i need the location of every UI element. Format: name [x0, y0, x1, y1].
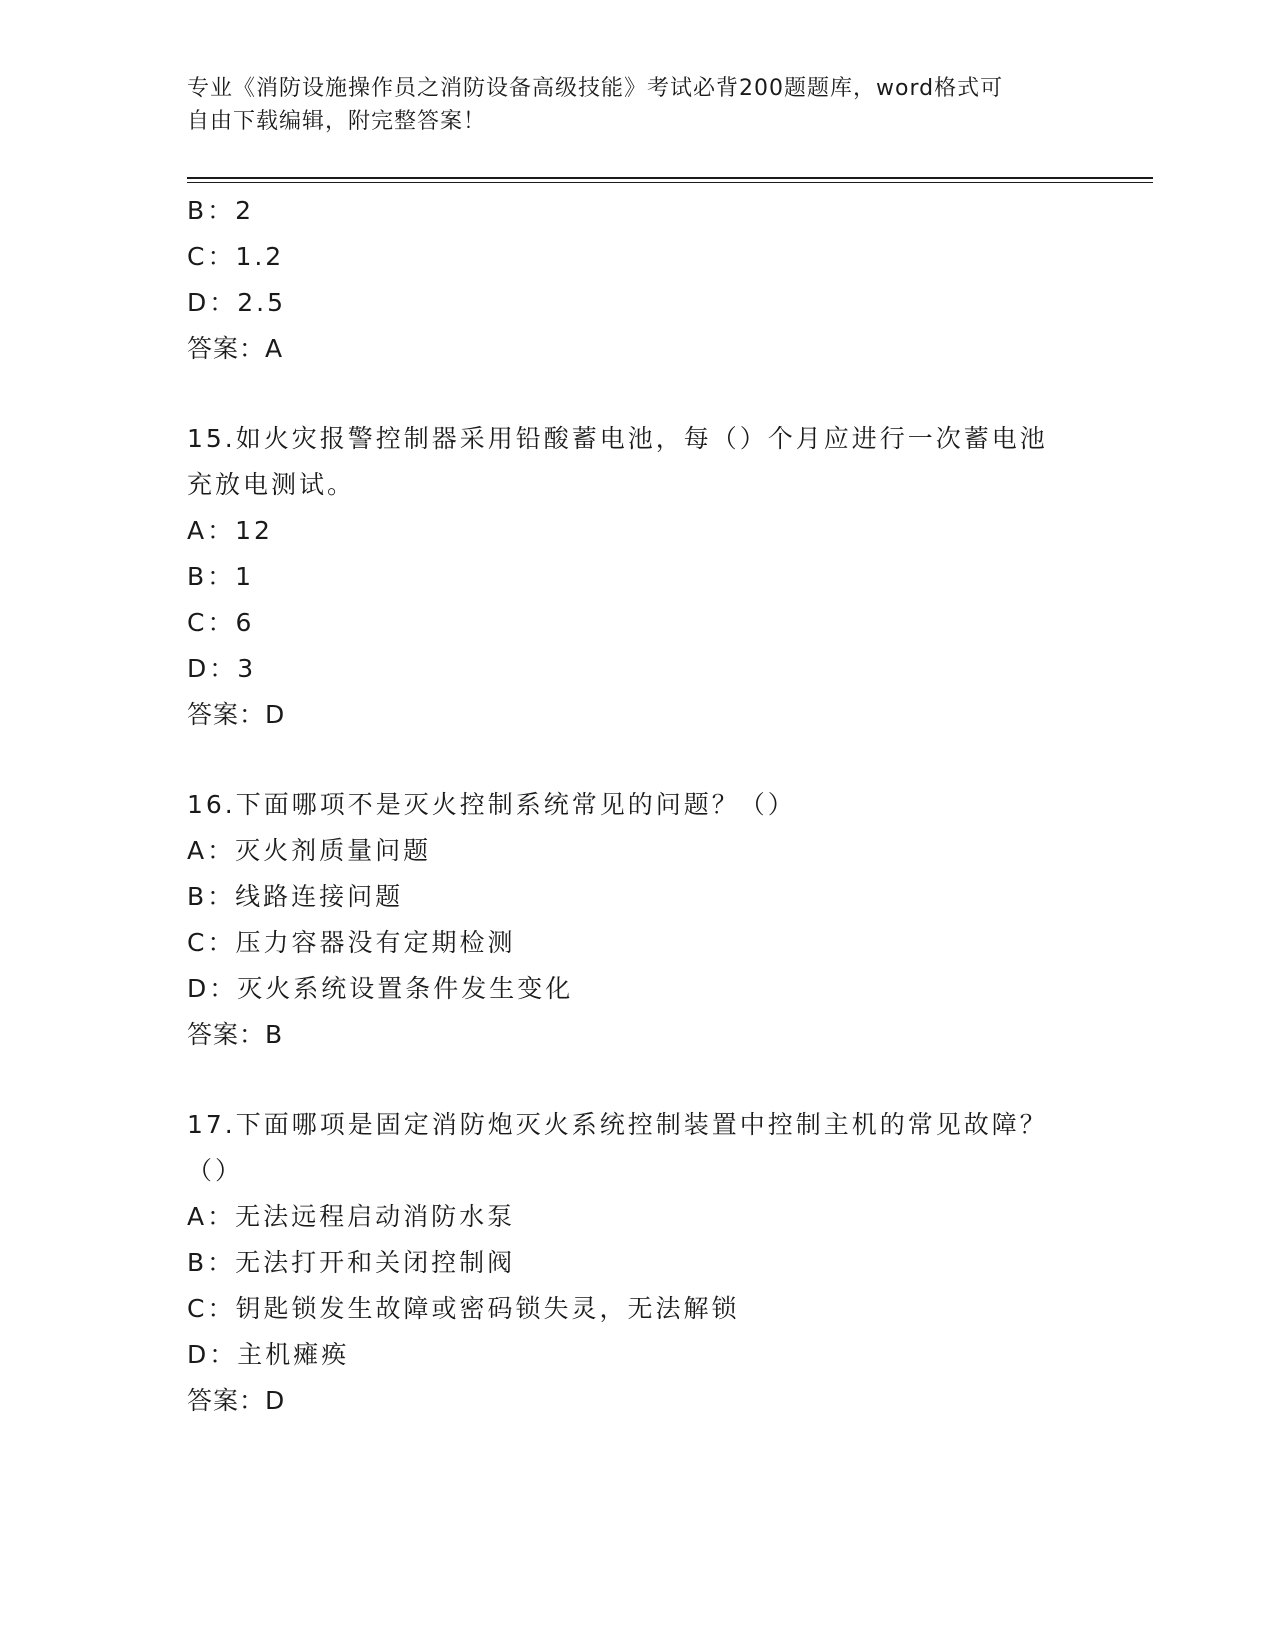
option-b: B：2	[187, 196, 255, 225]
page-header	[187, 72, 1087, 138]
option-c: C：6	[187, 608, 255, 637]
answer-line: 答案：D	[187, 1386, 286, 1415]
header-divider	[187, 177, 1153, 179]
option-c: C：钥匙锁发生故障或密码锁失灵，无法解锁	[187, 1294, 740, 1323]
question-text: 17.下面哪项是固定消防炮灭火系统控制装置中控制主机的常见故障？	[187, 1110, 1048, 1139]
question-15	[187, 416, 1087, 738]
option-c: C：压力容器没有定期检测	[187, 928, 516, 957]
question-17	[187, 1102, 1087, 1424]
option-a: A：12	[187, 516, 273, 545]
header-line-2: 自由下载编辑，附完整答案！	[187, 109, 487, 134]
option-a: A：灭火剂质量问题	[187, 836, 432, 865]
header-line-1: 专业《消防设施操作员之消防设备高级技能》考试必背200题题库，word格式可	[187, 76, 1004, 101]
question-16	[187, 782, 1087, 1058]
option-c: C：1.2	[187, 242, 285, 271]
option-b: B：1	[187, 562, 255, 591]
option-b: B：线路连接问题	[187, 882, 404, 911]
header-divider-thin	[187, 182, 1153, 183]
answer-line: 答案：B	[187, 1020, 284, 1049]
option-d: D：主机瘫痪	[187, 1340, 350, 1369]
option-b: B：无法打开和关闭控制阀	[187, 1248, 516, 1277]
option-d: D：2.5	[187, 288, 287, 317]
option-d: D：3	[187, 654, 257, 683]
option-a: A：无法远程启动消防水泵	[187, 1202, 516, 1231]
question-text: 15.如火灾报警控制器采用铅酸蓄电池，每（）个月应进行一次蓄电池	[187, 424, 1048, 453]
question-content	[187, 188, 1087, 1424]
answer-line: 答案：A	[187, 334, 284, 363]
question-text-continued: （）	[187, 1156, 244, 1185]
question-text-continued: 充放电测试。	[187, 470, 356, 499]
question-text: 16.下面哪项不是灭火控制系统常见的问题？（）	[187, 790, 796, 819]
option-d: D：灭火系统设置条件发生变化	[187, 974, 574, 1003]
answer-line: 答案：D	[187, 700, 286, 729]
previous-question-block	[187, 188, 1087, 372]
